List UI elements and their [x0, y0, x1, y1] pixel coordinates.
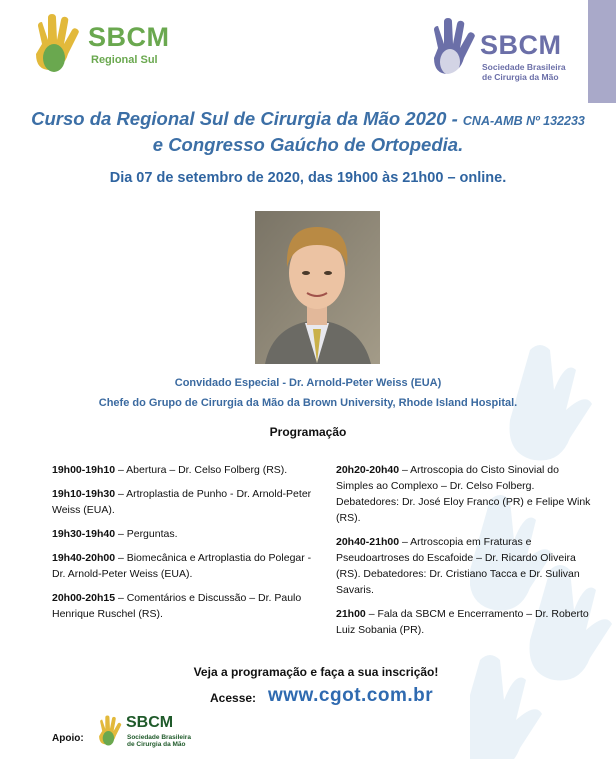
logo-right-subtitle-line1: Sociedade Brasileira — [482, 62, 566, 72]
decorative-sidebar — [588, 0, 616, 103]
program-description: – Artroplastia de Punho - Dr. Arnold-Peter Weiss (EUA). — [52, 488, 312, 516]
logo-right-name: SBCM — [480, 30, 562, 60]
program-time: 19h40-20h00 — [52, 552, 116, 564]
program-description: – Artroscopia em Fraturas e Pseudoartroses do Escafoide – Dr. Ricardo Oliveira (RS). Debatedores: Dr. Cristiano Tacca e Dr. Sulivan Savaris. — [336, 536, 580, 596]
hand-logo-icon — [96, 712, 126, 752]
program-time: 21h00 — [336, 608, 366, 620]
cna-code: CNA-AMB Nº 132233 — [462, 114, 585, 128]
program-item — [336, 534, 596, 598]
program-description: – Biomecânica e Artroplastia do Polegar - Dr. Arnold-Peter Weiss (EUA). — [52, 552, 312, 580]
access-label: Acesse: — [210, 691, 257, 705]
logo-footer-subtitle-line1: Sociedade Brasileira — [127, 734, 191, 741]
logo-right-subtitle-line2: de Cirurgia da Mão — [482, 72, 559, 82]
guest-photo — [255, 211, 380, 364]
sbcm-footer-logo — [96, 712, 196, 756]
program-description: – Fala da SBCM e Encerramento – Dr. Roberto Luiz Sobania (PR). — [336, 608, 589, 636]
event-date: Dia 07 de setembro de 2020, das 19h00 às 21h00 – online. — [109, 170, 507, 186]
program-item — [52, 590, 322, 622]
logo-right-subtitle — [482, 62, 566, 82]
program-item — [336, 606, 596, 638]
logo-footer-subtitle — [127, 734, 191, 748]
program-time: 19h10-19h30 — [52, 488, 116, 500]
program-title: Programação — [269, 425, 347, 439]
website-link[interactable]: www.cgot.com.br — [268, 685, 434, 706]
logo-left-subtitle: Regional Sul — [91, 54, 158, 66]
program-column-right — [336, 462, 596, 646]
logo-footer-name: SBCM — [126, 714, 174, 731]
logo-left-name: SBCM — [88, 22, 170, 52]
sbcm-national-logo — [430, 18, 580, 88]
program-item — [52, 486, 322, 518]
support-label: Apoio: — [52, 733, 84, 744]
program-time: 19h00-19h10 — [52, 464, 116, 476]
course-title-line1 — [0, 108, 616, 130]
program-item — [52, 526, 322, 542]
program-item — [336, 462, 596, 526]
program-description: – Artroscopia do Cisto Sinovial do Simples ao Complexo – Dr. Celso Folberg. Debatedores: Dr. José Eloy Franco (PR) e Felipe Wink (RS). — [336, 464, 591, 524]
program-description: – Perguntas. — [115, 528, 178, 540]
hand-logo-icon — [30, 14, 88, 78]
special-guest: Convidado Especial - Dr. Arnold-Peter Weiss (EUA) — [174, 377, 442, 389]
program-time: 20h20-20h40 — [336, 464, 400, 476]
registration-callout: Veja a programação e faça a sua inscrição! — [193, 665, 439, 679]
guest-affiliation: Chefe do Grupo de Cirurgia da Mão da Brown University, Rhode Island Hospital. — [98, 397, 518, 409]
program-description: – Abertura – Dr. Celso Folberg (RS). — [115, 464, 288, 476]
course-title-line2: e Congresso Gaúcho de Ortopedia. — [152, 134, 464, 155]
program-item — [52, 550, 322, 582]
program-time: 20h00-20h15 — [52, 592, 116, 604]
logo-footer-subtitle-line2: de Cirurgia da Mão — [127, 741, 186, 748]
sbcm-regional-sul-logo — [30, 14, 200, 84]
program-description: – Comentários e Discussão – Dr. Paulo Henrique Ruschel (RS). — [52, 592, 302, 620]
program-time: 20h40-21h00 — [336, 536, 400, 548]
program-item — [52, 462, 322, 478]
hand-logo-icon — [430, 18, 480, 82]
course-title-text: Curso da Regional Sul de Cirurgia da Mão 2020 - — [31, 108, 458, 129]
program-column-left — [52, 462, 322, 630]
program-time: 19h30-19h40 — [52, 528, 116, 540]
